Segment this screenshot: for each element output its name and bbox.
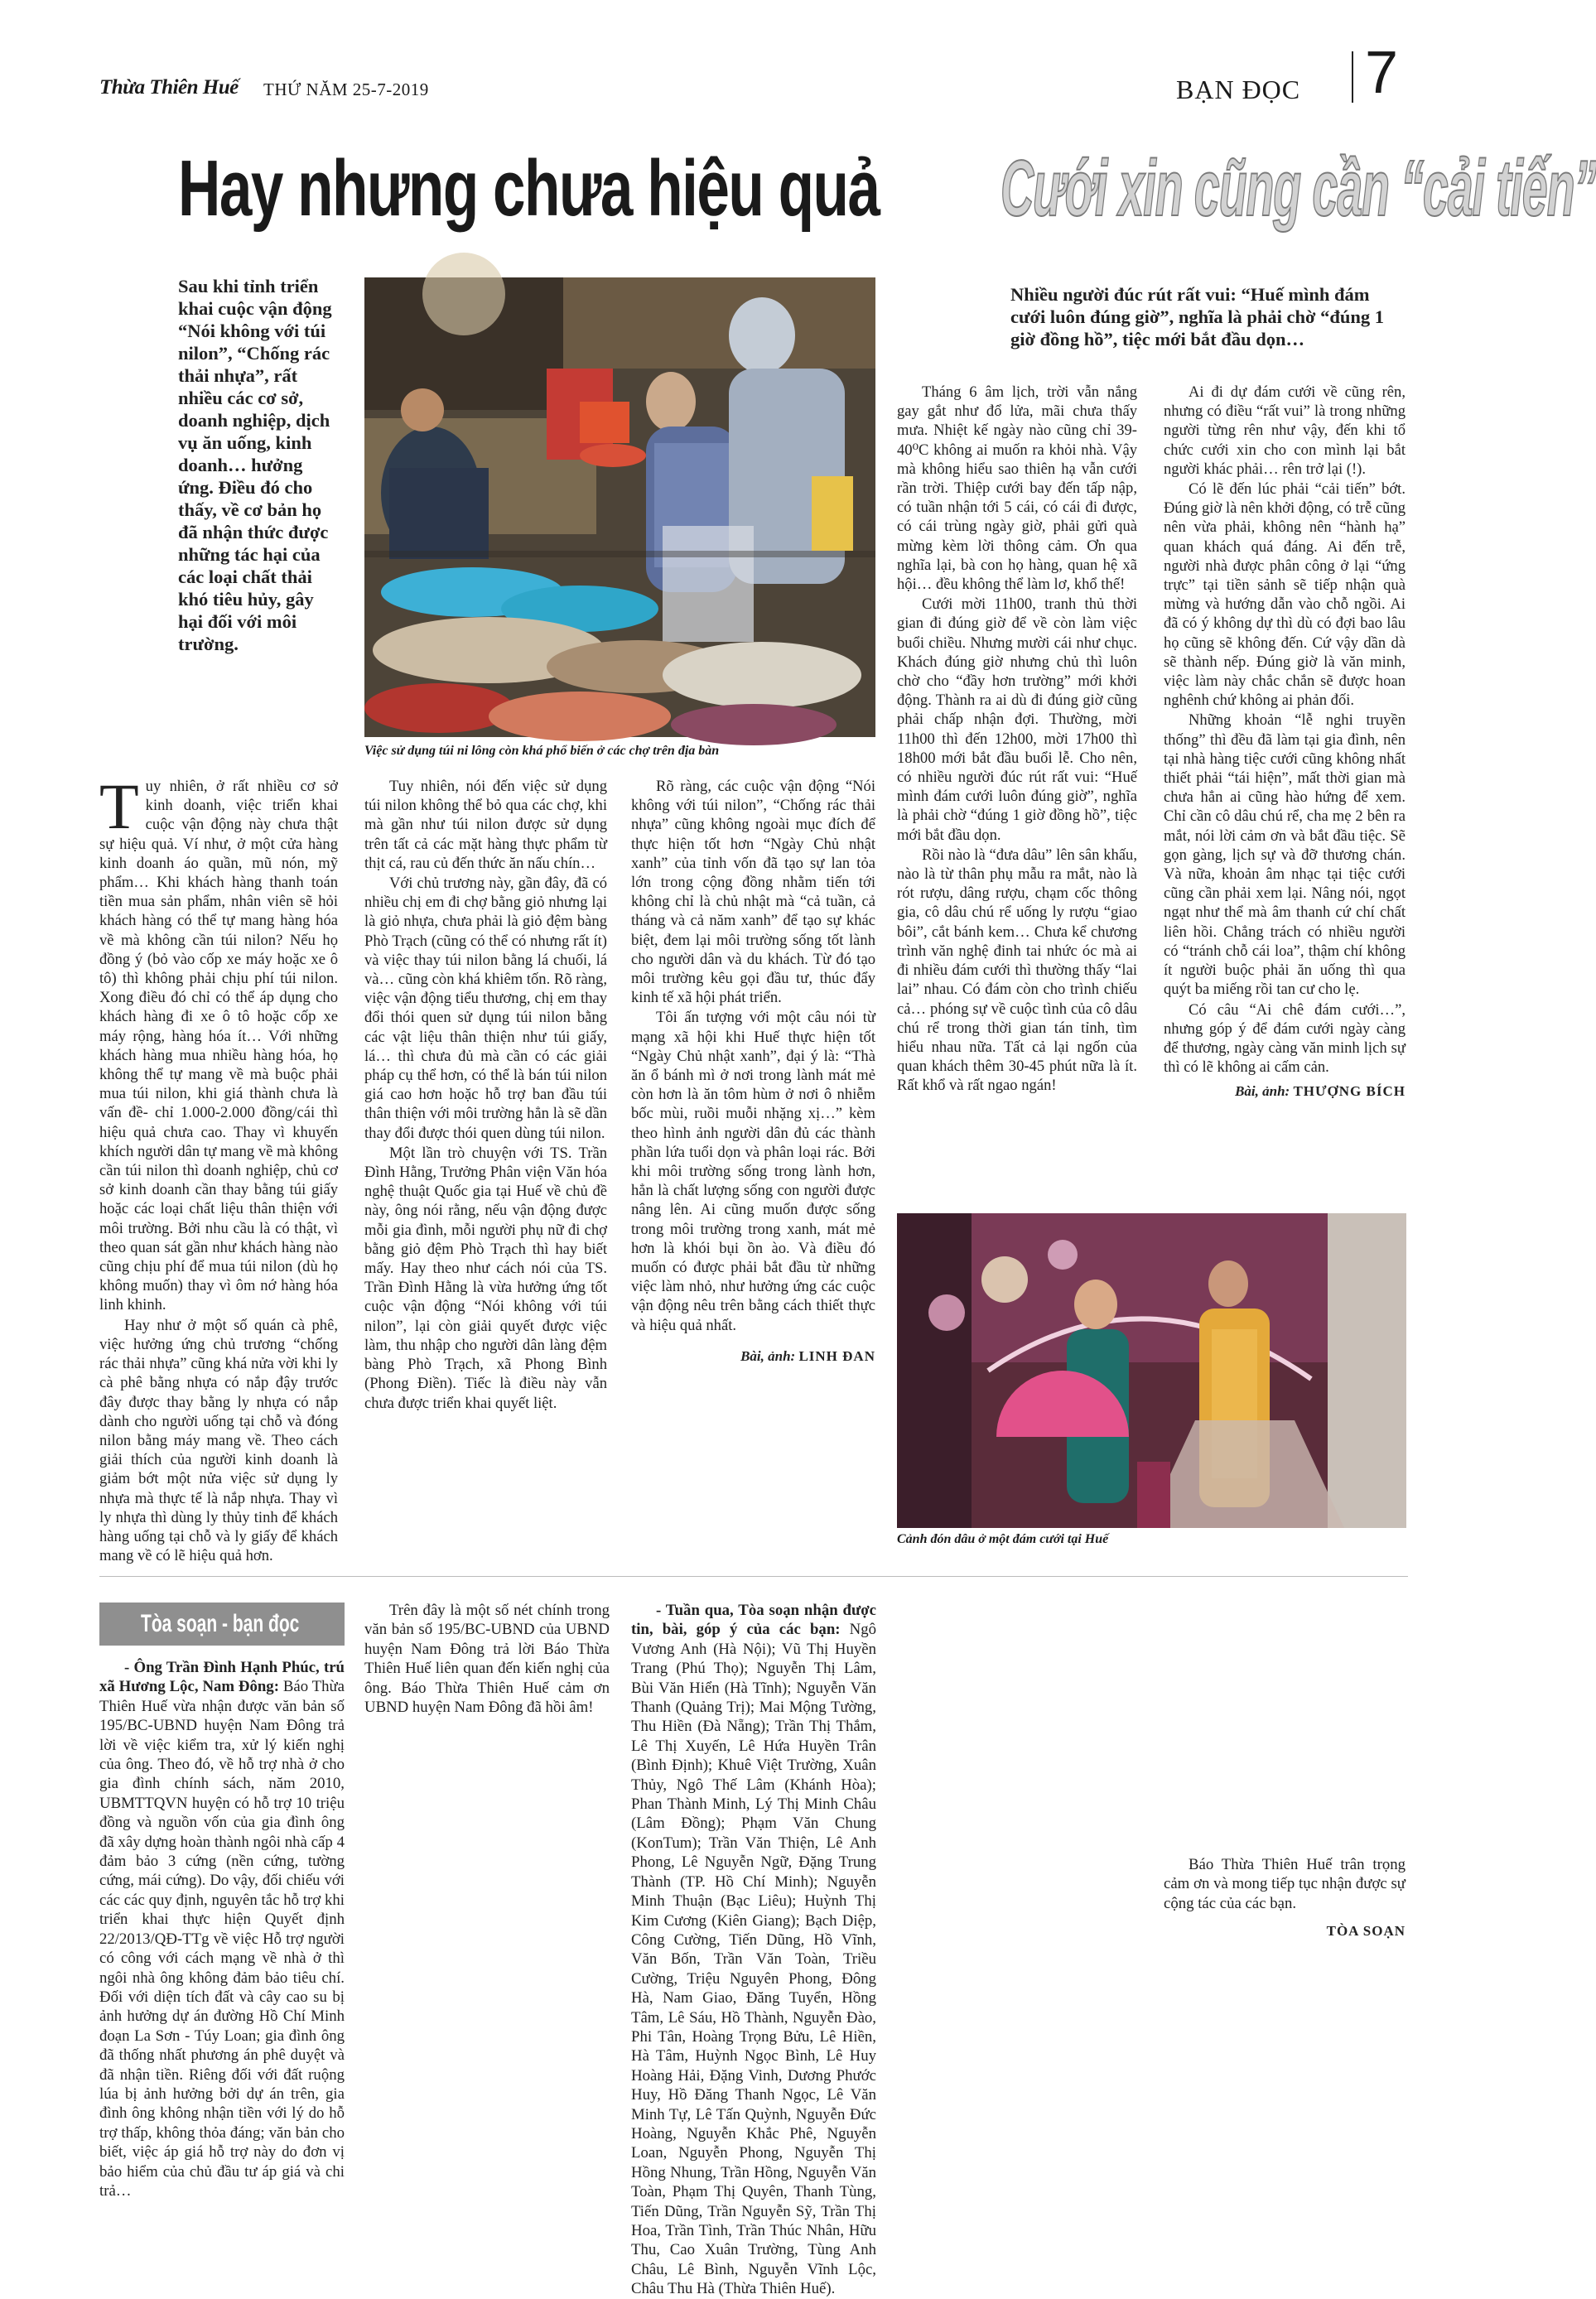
contributors-intro: - Tuần qua, Tòa soạn nhận được tin, bài, góp ý của các bạn:	[631, 1602, 876, 1639]
wedding-photo	[897, 1213, 1406, 1528]
article2-lead: Nhiều người đúc rút rất vui: “Huế mình đám cưới luôn đúng giờ”, nghĩa là phải chờ “đúng 1 giờ đồng hồ”, tiệc mới bắt đầu dọn…	[1010, 284, 1385, 349]
article1-paragraph: Tôi ấn tượng với một câu nói từ mạng xã hội khi Huế thực hiện tốt “Ngày Chủ nhật xanh”, đại ý là: “Thà ăn ổ bánh mì ở nơi trong lành mát mẻ còn hơn là ăn tôm hùm ở nơi ô nhiễm bốc mùi, ruồi muỗi nhặng xị…” kèm theo hình ảnh người dân đủ các thành phần lứa tuổi dọn và phân loại rác. Bởi khi môi trường sống trong lành hơn, hẳn là chất lượng sống con người được nâng lên. Ai cũng muốn được sống trong môi trường trong xanh, mát mẻ hơn là khói bụi ồn ào. Và điều đó muốn có được phải bắt đầu từ những việc làm nhỏ, như hưởng ứng các cuộc vận động nêu trên bằng cách thiết thực và hiệu quả nhất.	[631, 1009, 875, 1334]
dropcap: T	[99, 770, 139, 842]
article1-paragraph: Tuy nhiên, nói đến việc sử dụng túi nilon không thể bỏ qua các chợ, khi mà gần như túi nilon được sử dụng trên tất cả các mặt hàng thực phẩm từ thịt cá, rau củ đến thức ăn nấu chín…	[364, 778, 607, 872]
section-separator	[99, 1576, 1408, 1577]
section-title: BẠN ĐỌC	[1176, 75, 1301, 104]
article2-paragraph: Ai đi dự đám cưới về cũng rên, nhưng có điều “rất vui” là trong những người từng rên như vậy, đến khi tổ chức cưới xin cho con mình lại bắt người khác phải… rên trở lại (!).	[1164, 383, 1406, 478]
article1-paragraph: uy nhiên, ở rất nhiều cơ sở kinh doanh, việc triển khai cuộc vận động này chưa thật sự hiệu quả. Ví như, ở một cửa hàng kinh doanh áo quần, mũ nón, mỹ phẩm… Khi khách hàng thanh toán tiền mua sản phẩm, nhân viên sẽ hỏi khách hàng có thể tự mang hàng hóa về mà không cần túi nilon? Nếu họ đồng ý (bỏ vào cốp xe máy hoặc xe ô tô) thì không phải chịu phí túi nilon. Xong điều đó chỉ có thể áp dụng cho khách hàng đi xe ô tô hoặc cốp xe máy rộng, hàng hóa ít… Với những khách hàng mua nhiều hàng hóa, họ không thể tự mang về mà buộc phải mua túi nilon, khi giá thành chưa là vấn đề- chỉ 1.000-2.000 đồng/cái thì hiệu quả chưa cao. Thay vì khuyến khích người dân tự mang về mà không cần túi nilon thì doanh nghiệp, chủ cơ sở kinh doanh cần thay bằng túi giấy hoặc các loại chất liệu thân thiện với môi trường. Bởi nhu cầu là có thật, vì theo quan sát gần như khách hàng nào cũng chịu phí để mua túi nilon (dù họ không muốn) thay vì ôm nớ hàng hóa linh khinh.	[99, 778, 338, 1314]
article1-paragraph: Một lần trò chuyện với TS. Trần Đình Hằng, Trưởng Phân viện Văn hóa nghệ thuật Quốc gia tại Huế về chủ đề này, ông nói rằng, nếu vận động được mỗi gia đình, mỗi người phụ nữ đi chợ bằng giỏ đệm Phò Trạch thì hay biết mấy. Hay theo như cách nói của TS. Trần Đình Hằng là vừa hưởng ứng tốt cuộc vận động “Nói không với túi nilon”, lại còn giải quyết được việc làm, thu nhập cho người dân làng đệm bàng Phò Trạch, xã Phong Bình (Phong Điền). Tiếc là điều này vẫn chưa được triển khai quyết liệt.	[364, 1144, 607, 1412]
box-signature: TÒA SOẠN	[1326, 1923, 1406, 1940]
wedding-photo-caption: Cảnh đón dâu ở một đám cưới tại Huế	[897, 1532, 1109, 1546]
article1-author: LINH ĐAN	[798, 1347, 875, 1364]
box-column-2	[364, 1601, 610, 1717]
issue-date: THỨ NĂM 25-7-2019	[263, 80, 429, 99]
article2-paragraph: Có câu “Ai chê đám cưới…”, nhưng góp ý để đám cưới ngày càng để thương, ngày càng văn minh lịch sự thì có lẽ không ai cấm cản.	[1164, 1000, 1406, 1077]
box-column-3	[631, 1601, 876, 2299]
market-photo-caption: Việc sử dụng túi ni lông còn khá phổ biến ở các chợ trên địa bàn	[364, 744, 720, 758]
article1-paragraph: Với chủ trương này, gần đây, đã có nhiều chị em đi chợ bằng giỏ nhưng lại là giỏ nhựa, chưa phải là giỏ đệm bàng Phò Trạch (cũng có thể có nhưng rất ít) và việc thay túi nilon bằng lá chuối, lá và… cũng còn khá khiêm tốn. Rõ ràng, việc vận động tiểu thương, chị em thay đổi thói quen sử dụng túi nilon bằng các vật liệu thân thiện như túi giấy, lá… thì chưa đủ mà cần có các giải pháp cụ thể hơn, có thể là bán túi nilon giá cao hơn hoặc hỗ trợ ban đầu túi thân thiện với môi trường hẳn là sẽ dần thay đổi được thói quen dùng túi nilon.	[364, 875, 607, 1142]
market-photo	[364, 277, 875, 737]
reader-name: - Ông Trần Đình Hạnh Phúc, trú xã Hương Lộc, Nam Đông:	[99, 1659, 345, 1696]
article2-column-2	[1164, 383, 1406, 1101]
contributors-list: Ngô Vương Anh (Hà Nội); Vũ Thị Huyền Trang (Phú Thọ); Nguyễn Thị Lâm, Bùi Văn Hiển (Hà Tĩnh); Nguyễn Văn Thanh (Quảng Trị); Mai Mộng Tường, Thu Hiền (Đà Nẵng); Trần Thị Thắm, Lê Thị Xuyến, Lê Hứa Huyền Trân (Bình Định); Khuê Việt Trường, Xuân Thủy, Ngô Thế Lâm (Khánh Hòa); Phan Thành Minh, Lý Thị Minh Châu (Lâm Đồng); Phạm Văn Chung (KonTum); Trần Văn Thiện, Lê Anh Phong, Lê Nguyễn Ngữ, Đặng Trung Thành (TP. Hồ Chí Minh); Nguyễn Minh Thuận (Bạc Liêu); Huỳnh Thị Kim Cương (Kiên Giang); Bạch Diệp, Công Cường, Tiến Dũng, Hồ Vĩnh, Văn Bốn, Trần Văn Toàn, Triều Cường, Triệu Nguyên Phong, Đông Hà, Nam Giao, Đăng Tuyển, Hồng Tâm, Lê Sáu, Hồ Thành, Nguyễn Đào, Phi Tân, Hoàng Trọng Bửu, Lê Hiền, Hà Tâm, Huỳnh Ngọc Bình, Lê Huy Hoàng Hải, Đặng Vinh, Dương Phước Huy, Hồ Đăng Thanh Ngọc, Lê Văn Minh Tự, Lê Tấn Quỳnh, Nguyễn Đức Hoàng, Nguyễn Khắc Phê, Nguyễn Loan, Nguyễn Phong, Nguyễn Thị Hồng Nhung, Trần Hồng, Nguyễn Văn Toàn, Phạm Thị Quyên, Thanh Tùng, Tiến Dũng, Trần Nguyễn Sỹ, Trần Thị Hoa, Trần Tình, Trần Thúc Nhân, Hữu Thu, Cao Xuân Trường, Tùng Anh Châu, Lê Bình, Nguyễn Vĩnh Lộc, Châu Thu Hà (Thừa Thiên Huế).	[631, 1621, 877, 2298]
page-divider	[1352, 51, 1353, 103]
article1-byline: Bài, ảnh: LINH ĐAN	[740, 1347, 875, 1364]
page-number: 7	[1365, 40, 1399, 106]
article1-title: Hay nhưng chưa hiệu quả	[178, 144, 880, 233]
box-paragraph: Trên đây là một số nét chính trong văn bản số 195/BC-UBND của UBND huyện Nam Đông trả lời Báo Thừa Thiên Huế liên quan đến kiến nghị của ông. Báo Thừa Thiên Huế cảm ơn UBND huyện Nam Đông đã hồi âm!	[364, 1602, 610, 1717]
box-paragraph: Báo Thừa Thiên Huế trân trọng cảm ơn và mong tiếp tục nhận được sự cộng tác của các bạn.	[1164, 1856, 1406, 1912]
article2-paragraph: Những khoản “lễ nghi truyền thống” thì đều đã làm tại gia đình, nên tại nhà hàng tiệc cưới cũng không nhất thiết phải “tái hiện”, mất thời gian mà chưa hẳn ai cũng hào hứng để xem. Chỉ cần cô dâu chú rể, cha mẹ 2 bên ra mắt, nói lời cảm ơn và bắt đầu tiệc. Sẽ gọn gàng, lịch sự và đỡ thương chán. Và nữa, khoản âm nhạc tại tiệc cưới cũng cần phải xem lại. Nâng nói, ngọt ngạt như thể mà âm thanh cứ chí chất liên hồi. Chẳng trách có nhiều người có “tránh chỗ cái loa”, thậm chí không ít người buộc phải ăn uống thì qua quýt ba miếng rồi tan cư cho lẹ.	[1164, 711, 1406, 999]
article2-paragraph: Cưới mời 11h00, tranh thủ thời gian đi đúng giờ để về còn làm việc buổi chiều. Nhưng mười cái như chục. Khách đúng giờ nhưng chủ thì luôn chờ cho “đầy hơn trường” mới khởi động. Thành ra ai dù đi đúng giờ cũng phải chấp nhận đợi. Thường, mời 11h00 thì đến 12h00, mời 17h00 thì 18h00 mới bắt đầu buổi lễ. Cho nên, có nhiều người đúc rút rất vui: “Huế mình đám cưới luôn đúng giờ”, nghĩa là phải chờ “đúng 1 giờ đồng hồ”, tiệc mới bắt đầu dọn.	[897, 595, 1137, 844]
box-paragraph: Báo Thừa Thiên Huế vừa nhận được văn bản số 195/BC-UBND huyện Nam Đông trả lời về việc kiểm tra, xử lý kiến nghị của ông. Theo đó, về hỗ trợ nhà ở cho gia đình chính sách, năm 2010, UBMTTQVN huyện có hỗ trợ 10 triệu đồng và nguồn vốn của gia đình ông đã xây dựng hoàn thành ngôi nhà cấp 4 đảm bảo 3 cứng (nền cứng, tường cứng, mái cứng). Do vậy, đối chiếu với các các quy định, nguyên tắc hỗ trợ khi triển khai thực hiện Quyết định 22/2013/QĐ-TTg về việc Hỗ trợ người có công với cách mạng về nhà ở thì ngôi nhà ông không đảm bảo tiêu chí. Đối với diện tích đất và cây cao su bị ảnh hưởng dự án đường Hồ Chí Minh đoạn La Sơn - Túy Loan; gia đình ông đã thống nhất phương án phê duyệt và đã nhận tiền. Riêng đối với đất ruộng lúa bị ảnh hưởng bởi dự án trên, gia đình ông không nhận tiền với lý do hỗ trợ thấp, không thỏa đáng; văn bản cho biết, việc áp giá hỗ trợ này do đơn vị bảo hiểm của chủ đầu tư áp giá và chi trả…	[99, 1678, 345, 2200]
article2-byline: Bài, ảnh: THƯỢNG BÍCH	[1235, 1083, 1406, 1100]
article1-column-3	[631, 777, 875, 1366]
article1-column-2	[364, 777, 607, 1414]
article1-lead: Sau khi tỉnh triển khai cuộc vận động “Nói không với túi nilon”, “Chống rác thải nhựa”, rất nhiều các cơ sở, doanh nghiệp, dịch vụ ăn uống, kinh doanh… hưởng ứng. Điều đó cho thấy, về cơ bản họ đã nhận thức được những tác hại của các loại chất thải khó tiêu hủy, gây hại đối với môi trường.	[178, 276, 332, 654]
article2-paragraph: Tháng 6 âm lịch, trời vẫn nắng gay gắt như đổ lửa, mãi chưa thấy mưa. Nhiệt kế ngày nào cũng chỉ 39-40⁰C không ai muốn ra khỏi nhà. Vậy mà không hiểu sao thiên hạ vẫn cưới rần trời. Thiệp cưới bay đến tấp nập, có tuần nhận tới 5 cái, có cái đi được, có cái trùng ngày giờ, phải gửi quà mừng kèm lời thông cảm. Ơn qua nghĩa lại, bà con họ hàng, quan hệ xã hội… đều không thể làm lơ, khổ thế!	[897, 383, 1137, 594]
article2-title: Cưới xin cũng cần “cải tiến”	[1001, 144, 1596, 233]
article2-paragraph: Có lẽ đến lúc phải “cải tiến” bớt. Đúng giờ là nên khởi động, có trễ cũng nên vừa phải, không nên “hành hạ” quan khách quá đáng. Ai đến trễ, người nhà được phân công ở lại “ứng trực” tại tiền sảnh sẽ tiếp nhận quà mừng và hướng dẫn vào chỗ ngồi. Ai đã có ý không dự thì dù có đợi bao lâu họ cũng sẽ không đến. Cứ vậy dần dà sẽ thành nếp. Đúng giờ là văn minh, việc làm này chắc chắn sẽ được hoan nghênh chứ không ai phản đối.	[1164, 480, 1406, 710]
article1-paragraph: Hay như ở một số quán cà phê, việc hưởng ứng chủ trương “chống rác thải nhựa” cũng khá nửa vời khi ly cà phê bằng nhựa có nắp đậy trước đây được thay bằng ly nhựa có nắp dành cho người uống tại chỗ và đóng nilon bằng máy mang về. Theo cách giải thích của người kinh doanh là giảm bớt một nửa việc sử dụng ly nhựa mà thực tế là nắp nhựa. Thay vì ly nhựa thì dùng ly thủy tinh để khách hàng uống tại chỗ và ly giấy để khách mang về có lẽ hiệu quả hơn.	[99, 1316, 338, 1565]
box-column-1	[99, 1658, 345, 2200]
box-column-4	[1164, 1855, 1406, 1941]
article1-paragraph: Rõ ràng, các cuộc vận động “Nói không với túi nilon”, “Chống rác thải nhựa” cũng không ngoài mục đích để thực hiện tốt hơn “Ngày Chủ nhật xanh” của tỉnh vốn đã tạo sự lan tỏa lớn trong cộng đồng nhằm tiến tới không chỉ là chủ nhật mà “cả tuần, cả tháng và cả năm xanh” để tạo sự khác biệt, đem lại môi trường sống tốt lành cho người dân và du khách. Từ đó tạo môi trường kêu gọi đầu tư, thúc đẩy kinh tế xã hội phát triển.	[631, 778, 875, 1007]
article2-author: THƯỢNG BÍCH	[1293, 1083, 1406, 1100]
box-heading: Tòa soạn - bạn đọc	[99, 1603, 345, 1646]
article2-paragraph: Rồi nào là “đưa dâu” lên sân khấu, nào là từ thân phụ mẫu ra mắt, nào là rót rượu, dâng rượu, chạm cốc thông gia, cô dâu chú rể uống ly rượu “giao bôi”, cắt bánh kem… Chưa kể chương trình văn nghệ đinh tai nhức óc mà ai đi nhiều đám cưới thì thường thấy “lai lai” nhau. Có đám còn cho trình chiếu cả… phóng sự về cuộc tình của cô dâu chú rể trong thời gian tán tỉnh, tìm hiểu nhau nữa. Tất cả lại ngốn của quan khách thêm 30-45 phút nữa là ít. Rất khổ và rất ngao ngán!	[897, 846, 1137, 1095]
masthead: Thừa Thiên Huế	[99, 76, 239, 99]
article2-column-1	[897, 383, 1137, 1096]
article1-column-1	[99, 770, 338, 1566]
